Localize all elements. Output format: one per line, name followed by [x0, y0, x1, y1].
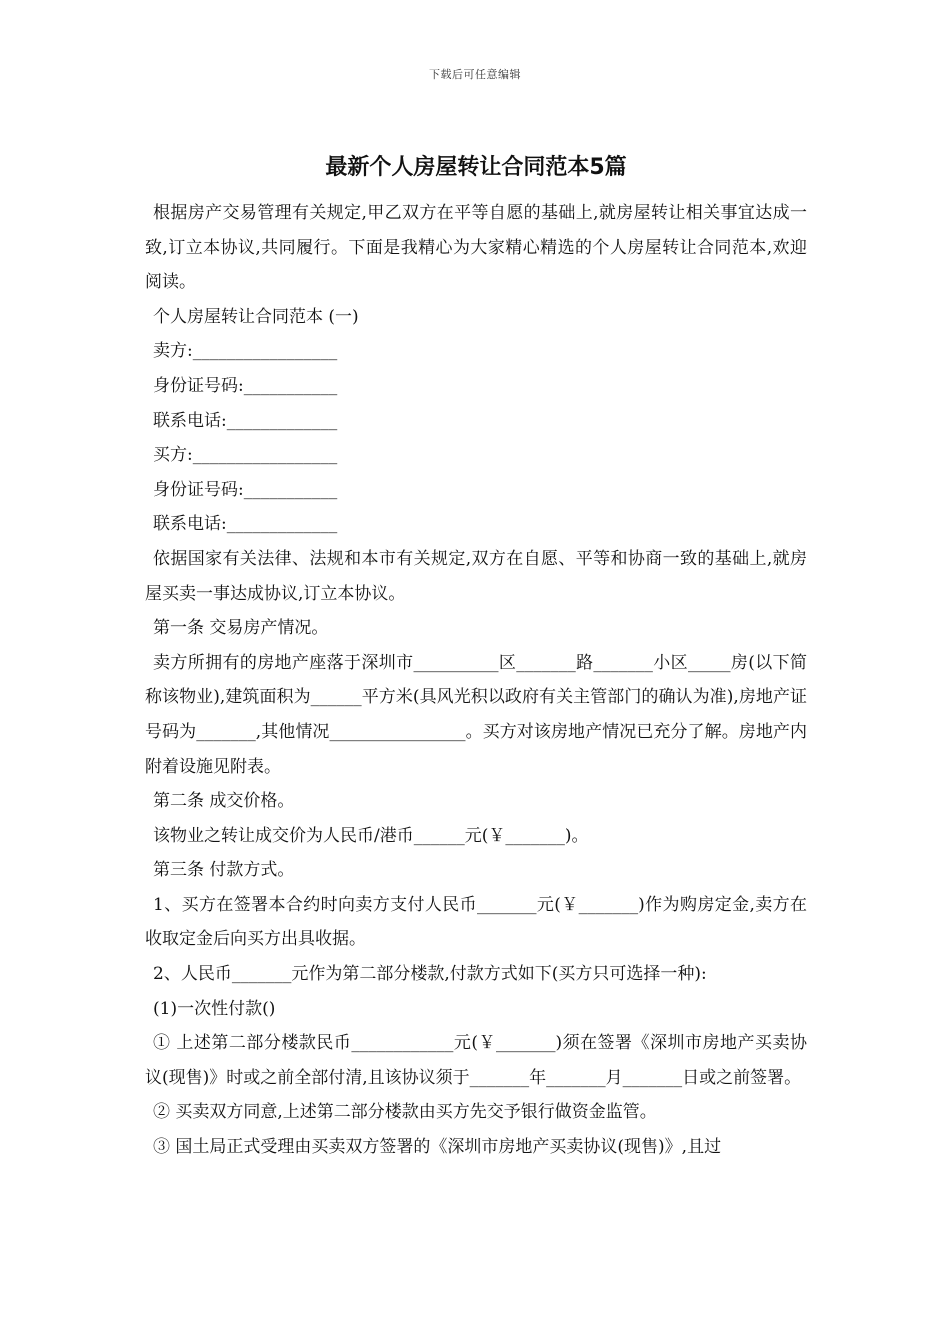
buyer-field: 买方:_________________	[153, 445, 338, 466]
basis-paragraph: 依据国家有关法律、法规和本市有关规定,双方在自愿、平等和协商一致的基础上,就房屋买卖一事达成协议,订立本协议。	[145, 548, 807, 604]
article-2-body: 该物业之转让成交价为人民币/港币______元(￥_______)。	[153, 825, 589, 846]
clause-1: ① 上述第二部分楼款民币____________元(￥_______)须在签署《深圳市房地产买卖协议(现售)》时或之前全部付清,且该协议须于_______年_______月_______日或之前签署。	[145, 1033, 807, 1088]
seller-field: 卖方:_________________	[153, 341, 338, 362]
section-heading: 个人房屋转让合同范本 (一)	[153, 306, 359, 327]
page-header-note: 下载后可任意编辑	[429, 68, 521, 81]
article-3-item-2: 2、人民币_______元作为第二部分楼款,付款方式如下(买方只可选择一种):	[153, 964, 707, 985]
lump-sum-option: (1)一次性付款()	[153, 998, 276, 1019]
buyer-phone-field: 联系电话:_____________	[153, 514, 338, 535]
seller-id-field: 身份证号码:___________	[153, 375, 338, 396]
buyer-id-field: 身份证号码:___________	[153, 479, 338, 500]
clause-2: ② 买卖双方同意,上述第二部分楼款由买方先交予银行做资金监管。	[153, 1102, 657, 1123]
intro-paragraph: 根据房产交易管理有关规定,甲乙双方在平等自愿的基础上,就房屋转让相关事宜达成一致,订立本协议,共同履行。下面是我精心为大家精心精选的个人房屋转让合同范本,欢迎阅读。	[145, 203, 807, 293]
clause-3: ③ 国土局正式受理由买卖双方签署的《深圳市房地产买卖协议(现售)》,且过	[153, 1137, 722, 1158]
document-body	[145, 148, 807, 1165]
article-2-heading: 第二条 成交价格。	[153, 791, 295, 812]
article-3-item-1: 1、买方在签署本合约时向卖方支付人民币_______元(￥_______)作为购房定金,卖方在收取定金后向买方出具收据。	[145, 894, 807, 950]
document-title: 最新个人房屋转让合同范本5篇	[325, 155, 627, 180]
seller-phone-field: 联系电话:_____________	[153, 410, 338, 431]
article-1-body: 卖方所拥有的房地产座落于深圳市__________区_______路_______小区_____房(以下简称该物业),建筑面积为______平方米(具风光积以政府有关主管部门的确认为准),房地产证号码为_______,其他情况________________。买方对该房地产情况已充分了解。房地产内附着设施见附表。	[145, 652, 807, 777]
article-1-heading: 第一条 交易房产情况。	[153, 618, 329, 639]
article-3-heading: 第三条 付款方式。	[153, 860, 295, 881]
